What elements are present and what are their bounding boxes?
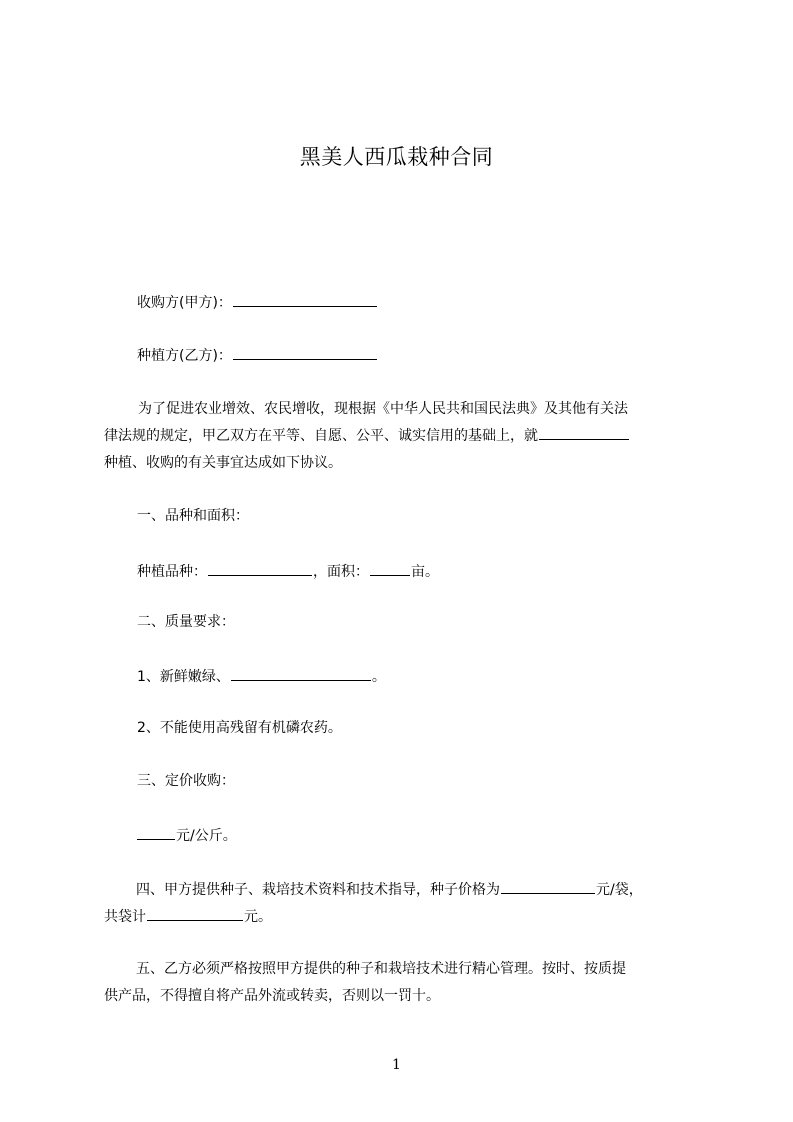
- section4-line-2-text: 共袋计: [104, 909, 146, 925]
- section5-line-1: 五、乙方必须严格按照甲方提供的种子和栽培技术进行精心管理。按时、按质提: [136, 961, 626, 977]
- quality-blank: [231, 665, 371, 681]
- section5-paragraph: [104, 956, 700, 1010]
- variety-label: 种植品种：: [137, 564, 207, 580]
- grower-label: 种植方(乙方)：: [137, 348, 232, 364]
- section3-heading: 三、定价收购：: [137, 773, 235, 789]
- area-unit: 亩。: [411, 564, 439, 580]
- grower-line: [137, 344, 378, 366]
- buyer-line: [137, 291, 378, 313]
- intro-blank: [539, 424, 629, 440]
- variety-blank: [208, 560, 312, 576]
- section2-heading: 二、质量要求：: [137, 614, 235, 630]
- price-blank: [137, 824, 175, 840]
- seed-total-blank: [147, 905, 243, 921]
- quality-item1-prefix: 1、新鲜嫩绿、: [137, 669, 230, 685]
- price-unit: 元/公斤。: [176, 828, 237, 844]
- grower-blank: [233, 344, 377, 360]
- intro-line-2-text: 律法规的规定，甲乙双方在平等、自愿、公平、诚实信用的基础上，就: [104, 428, 538, 444]
- area-label: ，面积：: [313, 564, 369, 580]
- page-number: 1: [392, 1057, 401, 1073]
- intro-paragraph: [104, 396, 700, 477]
- buyer-label: 收购方(甲方)：: [137, 295, 232, 311]
- section1-heading: 一、品种和面积：: [137, 508, 249, 524]
- document-title: 黑美人西瓜栽种合同: [299, 145, 494, 169]
- seed-price-blank: [501, 878, 595, 894]
- seed-total-unit: 元。: [244, 909, 272, 925]
- section4-line-2: [104, 904, 700, 931]
- quality-item1-suffix: 。: [371, 669, 386, 685]
- section1-variety-line: [137, 560, 439, 582]
- seed-price-unit: 元/袋，: [596, 882, 643, 898]
- section4-paragraph: [104, 877, 700, 931]
- section2-item1: [137, 665, 386, 687]
- section4-line-1: [104, 877, 700, 904]
- section5-line-2: 供产品，不得擅自将产品外流或转卖，否则以一罚十。: [104, 988, 440, 1004]
- area-blank: [370, 560, 410, 576]
- intro-line-2: [104, 423, 700, 450]
- section4-line-1-text: 四、甲方提供种子、栽培技术资料和技术指导，种子价格为: [136, 882, 500, 898]
- section2-item2: 2、不能使用高残留有机磷农药。: [137, 720, 342, 736]
- section3-price-line: [137, 824, 237, 846]
- buyer-blank: [233, 291, 377, 307]
- intro-line-1: 为了促进农业增效、农民增收，现根据《中华人民共和国民法典》及其他有关法: [138, 401, 628, 417]
- intro-line-3: 种植、收购的有关事宜达成如下协议。: [104, 455, 342, 471]
